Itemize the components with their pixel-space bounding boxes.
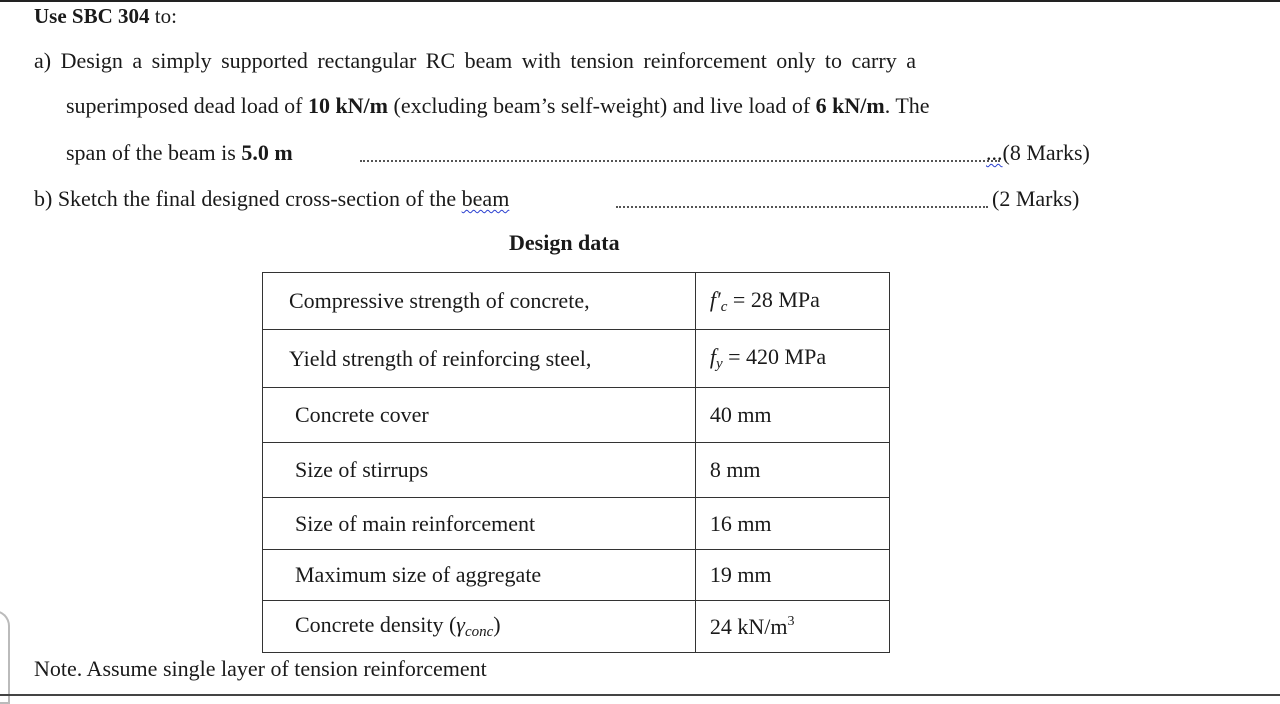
design-data-table [262, 272, 890, 653]
table-row [263, 330, 890, 388]
code-name: Use SBC 304 [34, 4, 150, 28]
note-text: Note. Assume single layer of tension reinforcement [34, 656, 487, 681]
fc-symbol: f′ [709, 286, 721, 312]
b-text: b) Sketch the final designed cross-section of the [34, 186, 462, 211]
gamma-subscript: conc [464, 624, 494, 640]
leader-dots-b [616, 206, 988, 208]
design-data-heading: Design data [509, 230, 620, 255]
span-value: 5.0 m [241, 140, 293, 165]
a2-text-1: superimposed dead load of [66, 93, 308, 118]
fy-symbol: f [709, 344, 716, 369]
gamma-symbol: γ [456, 612, 465, 637]
row-label: Concrete cover [263, 388, 696, 443]
row-value: 16 mm [695, 498, 889, 550]
part-a-line-3 [66, 139, 293, 167]
table-row [263, 388, 890, 443]
row-label [263, 601, 696, 653]
marks-a-squiggle: ... [986, 140, 1003, 165]
fy-value: = 420 MPa [722, 344, 827, 369]
intro-rest: to: [149, 4, 177, 28]
row-value: 19 mm [695, 550, 889, 601]
table-row [263, 273, 890, 330]
fy-subscript: y [715, 356, 723, 372]
fc-subscript: c [720, 298, 728, 315]
row-label: Yield strength of reinforcing steel, [263, 330, 696, 388]
leader-dots-a [360, 160, 1000, 162]
a2-text-2: (excluding beam’s self-weight) and live load of [388, 93, 816, 118]
a3-text: span of the beam is [66, 140, 242, 165]
density-label-suffix: ) [493, 612, 501, 637]
row-value: 8 mm [695, 443, 889, 498]
row-label: Size of main reinforcement [263, 498, 696, 550]
row-label: Size of stirrups [263, 443, 696, 498]
a2-text-3: . The [884, 93, 930, 118]
row-value [695, 330, 889, 388]
density-label-prefix: Concrete density ( [295, 612, 457, 637]
row-label: Maximum size of aggregate [263, 550, 696, 601]
table-row [263, 601, 890, 653]
part-a-marks-text: (8 Marks) [1002, 140, 1090, 165]
top-rule [0, 0, 1280, 2]
part-a-marks [986, 139, 1090, 167]
part-a-line-1: a) Design a simply supported rectangular RC beam with tension reinforcement only to carry a [34, 48, 916, 73]
part-b-marks: (2 Marks) [992, 186, 1080, 211]
row-value [695, 273, 889, 330]
intro-line [34, 2, 177, 30]
density-value: 24 kN/m [709, 613, 788, 639]
row-label: Compressive strength of concrete, [263, 273, 696, 330]
page-edge-curve [0, 610, 10, 704]
row-value: 40 mm [695, 388, 889, 443]
dead-load-value: 10 kN/m [307, 93, 388, 118]
density-exponent: 3 [787, 613, 795, 629]
table-row [263, 498, 890, 550]
table-row [263, 443, 890, 498]
fc-value: = 28 MPa [727, 286, 820, 312]
table-row [263, 550, 890, 601]
part-b-line [34, 185, 509, 213]
beam-word: beam [461, 186, 510, 211]
live-load-value: 6 kN/m [815, 93, 885, 118]
row-value [695, 601, 889, 653]
part-a-line-2 [66, 92, 930, 120]
